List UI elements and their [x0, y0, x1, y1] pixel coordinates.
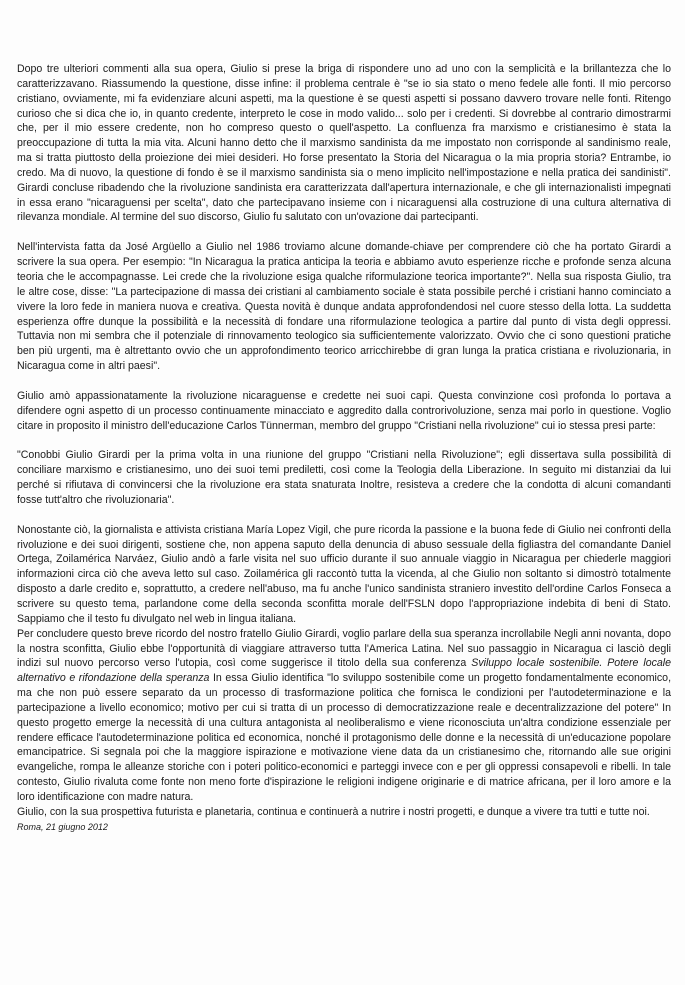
paragraph-closing: Giulio, con la sua prospettiva futurista e planetaria, continua e continuerà a nutrire i nostri progetti, e dunque a vivere tra tutti e tutte noi. — [17, 805, 650, 818]
document-date: Roma, 21 giugno 2012 — [17, 821, 108, 832]
conclusion-text-start: Per concludere questo breve ricordo del nostro fratello Giulio Girardi, voglio parlare della sua speranza incrollabile Negli anni novanta, dopo la nostra sconfitta, Giulio ebbe l'opportunità di viaggiare attraverso tutta l'America Latina. Nel suo passaggio in Nicaragua ci lasciò degli indizi sul nuovo percorso verso l'utopia, così come suggerisce il titolo della sua conferenza — [17, 627, 671, 670]
paragraph-conclusion — [17, 627, 671, 805]
paragraph-quote: "Conobbi Giulio Girardi per la prima volta in una riunione del gruppo "Cristiani nella Rivoluzione"; egli dissertava sulla possibilità di conciliare marxismo e cristianesimo, uno dei suoi temi prediletti, così come la Teologia della Liberazione. In seguito mi distanziai da lui perché si rifiutava di convincersi che la rivoluzione era stata snaturata Inoltre, resisteva a credere che la condotta di alcuni comandanti fosse tutt'altro che rivoluzionaria". — [17, 449, 671, 506]
paragraph-reply: Dopo tre ulteriori commenti alla sua opera, Giulio si prese la briga di rispondere uno ad uno con la semplicità e la brillantezza che lo caratterizzavano. Riassumendo la questione, disse infine: il problema centrale è "se io sia stato o meno fedele alle fonti. Il mio percorso cristiano, ovviamente, mi fa evidenziare alcuni aspetti, ma la questione è se questi aspetti si possano davvero trovare nelle fonti. Ritengo curioso che si dica che io, in quanto credente, interpreto le cose in modo valido... solo per i credenti. Si dovrebbe al contrario dimostrarmi che, per il mio essere credente, non ho compreso questo o quell'aspetto. La confluenza fra marxismo e cristianesimo è stata la preoccupazione di tutta la mia vita. Alcuni hanno detto che il marxismo sandinista da me impostato non corrisponde al sandinismo reale, ma si tratta piuttosto della proiezione dei miei desideri. Ho forse presentato la Storia del Nicaragua o la mia propria storia? Entrambe, io credo. Ma di nuovo, la questione di fondo è se il marxismo sandinista sia o meno implicito nell'impostazione e nella pratica dei sandinisti". Girardi concluse ribadendo che la rivoluzione sandinista era caratterizzata dall'apertura internazionale, e che gli internazionalisti impegnati in essa erano "nicaraguensi per scelta", dato che partecipavano insieme con i nicaraguensi alla costruzione di una cultura alternativa di rilevanza mondiale. Al termine del suo discorso, Giulio fu salutato con un'ovazione dai partecipanti. — [17, 63, 671, 224]
document-body — [17, 62, 671, 835]
paragraph-lopez-vigil: Nonostante ciò, la giornalista e attivista cristiana María Lopez Vigil, che pure ricorda la passione e la buona fede di Giulio nei confronti della rivoluzione e dei suoi dirigenti, sostiene che, non appena saputo della denuncia di abuso sessuale della figliastra del comandante Daniel Ortega, Zoilamérica Narváez, Giulio andò a farle visita nel suo ufficio durante il suo annuale viaggio in Nicaragua per chiederle maggiori informazioni circa ciò che aveva letto sul caso. Zoilamérica gli raccontò tutta la vicenda, al che Giulio non soltanto si dimostrò totalmente disposto a darle credito e, soprattutto, a credere nell'abuso, ma fu anche l'unico sandinista straniero investito dell'ordine Carlos Fonseca a scrivere su questo tema, parlandone come della seconda sconfitta morale dell'FSLN dopo l'appropriazione indebita di beni di Stato. Sappiamo che il testo fu divulgato nel web in lingua italiana. — [17, 523, 671, 625]
paragraph-revolution: Giulio amò appassionatamente la rivoluzione nicaraguense e credette nei suoi capi. Questa convinzione così profonda lo portava a difendere ogni aspetto di un processo continuamente minacciato e aggredito dalla controrivoluzione, senza mai porlo in questione. Voglio citare in proposito il ministro dell'educazione Carlos Tünnerman, membro del gruppo "Cristiani nella rivoluzione" cui io stessa presi parte: — [17, 389, 671, 432]
paragraph-gap — [17, 225, 671, 240]
paragraph-gap — [17, 433, 671, 448]
conclusion-text-end: In essa Giulio identifica "lo sviluppo sostenibile come un progetto fondamentalmente economico, ma che non può essere separato da un processo di trasformazione politica che fornisca le condizioni per l'autodeterminazione e la partecipazione a livello economico; motivo per cui si tratta di un processo di democratizzazione reale e decentralizzazione del potere" In questo progetto emerge la necessità di una cultura antagonista al neoliberalismo e viene riconosciuta un'altra condizione essenziale per rendere efficace l'autodeterminazione politica ed economica, nonché il protagonismo delle donne e la necessità di un'educazione popolare emancipatrice. Si segnala poi che la maggiore ispirazione e motivazione viene data da un cristianesimo che, ritornando alle sue origini evangeliche, rompa le alleanze storiche con i poteri politico-economici e parteggi invece con e per gli oppressi consapevoli e ribelli. In tale contesto, Giulio rivaluta come fonte non meno forte d'ispirazione le religioni indigene originarie e di matrice africana, per il loro amore e la loro identificazione con madre natura. — [17, 672, 671, 803]
conference-title: Sviluppo locale sostenibile. Potere locale alternativo e rifondazione della speranza — [17, 657, 672, 685]
paragraph-gap — [17, 508, 671, 523]
paragraph-gap — [17, 374, 671, 389]
paragraph-interview: Nell'intervista fatta da José Argüello a Giulio nel 1986 troviamo alcune domande-chiave per comprendere ciò che ha portato Girardi a scrivere la sua opera. Per esempio: "In Nicaragua la pratica anticipa la teoria e abbiamo avuto esperienze ricche e profonde senza alcuna teoria che le accompagnasse. Lei crede che la rivoluzione esiga qualche riformulazione teorica importante?". Nella sua risposta Giulio, tra le altre cose, disse: "La partecipazione di massa dei cristiani al cambiamento sociale è stata possibile perché i cristiani hanno cominciato a vivere la loro fede in maniera nuova e creativa. Questa novità è dunque andata approfondendosi nel cuore stesso della lotta. La suddetta esperienza offre dunque la possibilità e la necessità di fondare una riformulazione teologica a partire dal punto di vista degli oppressi. Tuttavia non mi sembra che il potenziale di rinnovamento teologico sia sufficientemente valorizzato. Ovvio che ci sono questioni pratiche ben più urgenti, ma è altrettanto ovvio che un approfondimento teorico arricchirebbe di gran lunga la pratica cristiana e rivoluzionaria, in Nicaragua come in altri paesi". — [17, 241, 671, 373]
